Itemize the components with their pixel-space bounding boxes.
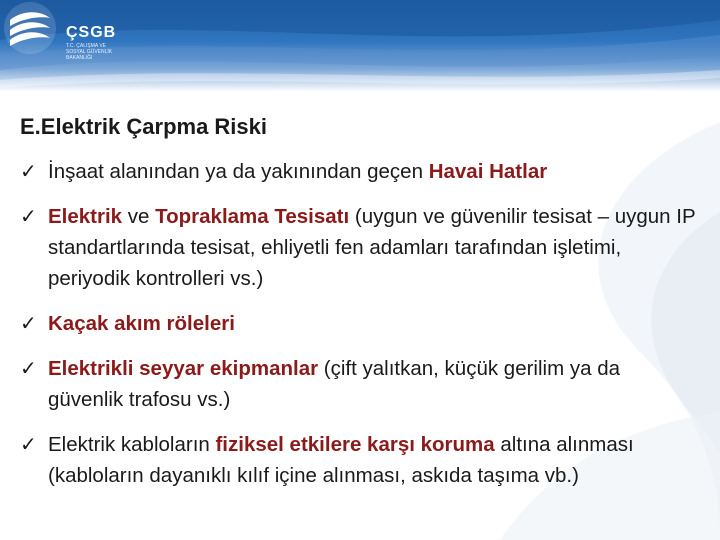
bullet-item [20, 156, 700, 187]
bullet-text: (uygun ve güvenilir tesisat – uygun IP standartlarında tesisat, ehliyetli fen adamları tarafından işletimi, periyodik kontrolleri vs.) [48, 205, 696, 290]
check-icon: ✓ [20, 159, 37, 183]
bullet-highlight: Elektrikli seyyar ekipmanlar [48, 357, 319, 380]
ministry-name: T.C. ÇALIŞMA VE SOSYAL GÜVENLİK BAKANLIĞI [66, 43, 113, 61]
bullet-highlight: Havai Hatlar [428, 160, 548, 183]
check-icon: ✓ [20, 204, 37, 228]
check-icon: ✓ [20, 311, 37, 335]
bullet-text: İnşaat alanından ya da yakınından geçen [48, 160, 429, 183]
bullet-text: altına alınması (kabloların dayanıklı kılıf içine alınması, askıda taşıma vb.) [48, 433, 634, 487]
bullet-list [20, 156, 700, 505]
ministry-logo [0, 0, 60, 56]
header-band [0, 0, 720, 92]
bullet-highlight: Topraklama Tesisatı [155, 205, 350, 228]
bullet-text: ve [122, 205, 156, 228]
check-icon: ✓ [20, 432, 37, 456]
bullet-item [20, 429, 700, 491]
slide-title: E.Elektrik Çarpma Riski [20, 114, 268, 139]
check-icon: ✓ [20, 356, 37, 380]
logo-text: ÇSGB [66, 24, 117, 41]
bullet-text: (çift yalıtkan, küçük gerilim ya da güvenlik trafosu vs.) [48, 357, 621, 411]
bullet-text: Elektrik kabloların [48, 433, 216, 456]
bullet-highlight: Kaçak akım röleleri [48, 312, 235, 335]
bullet-highlight: fiziksel etkilere karşı koruma [215, 433, 495, 456]
bullet-highlight: Elektrik [48, 205, 123, 228]
bullet-item [20, 308, 700, 339]
bullet-item [20, 353, 700, 415]
bullet-item [20, 201, 700, 294]
